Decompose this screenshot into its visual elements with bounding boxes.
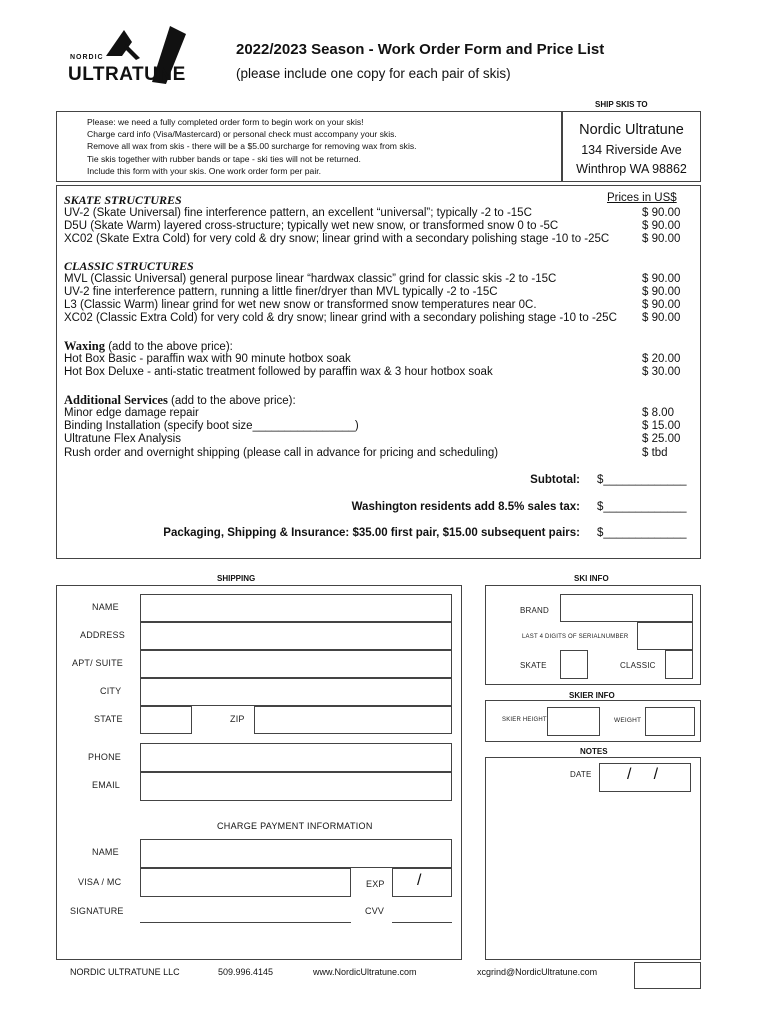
date-label: DATE (570, 770, 592, 779)
classic-item: UV-2 fine interference pattern, running a little finer/dryer than MVL typically -2 to -15C (64, 286, 498, 298)
ski-info-title: SKI INFO (574, 574, 609, 583)
page-title: 2022/2023 Season - Work Order Form and Price List (236, 41, 605, 58)
skate-checkbox[interactable] (560, 650, 588, 679)
logo-big-text: ULTRATUNE (68, 64, 186, 85)
skate-item: D5U (Skate Warm) layered cross-structure; typically wet new snow, or transformed snow 0 to -5C (64, 220, 559, 232)
classic-price: $ 90.00 (642, 286, 681, 298)
waxing-item: Hot Box Basic - paraffin wax with 90 minute hotbox soak (64, 353, 351, 365)
additional-item: Rush order and overnight shipping (please call in advance for pricing and scheduling) (64, 447, 499, 459)
charge-name-label: NAME (92, 847, 119, 857)
shipping-title: SHIPPING (217, 574, 256, 583)
apt-input[interactable] (140, 650, 452, 678)
exp-label: EXP (366, 879, 385, 889)
weight-input[interactable] (645, 707, 695, 736)
shipping-cost-label: Packaging, Shipping & Insurance: $35.00 first pair, $15.00 subsequent pairs: (163, 527, 580, 539)
classic-label: CLASSIC (620, 661, 656, 670)
height-input[interactable] (547, 707, 600, 736)
footer-company: NORDIC ULTRATUNE LLC (70, 967, 180, 977)
notes-title: NOTES (580, 747, 608, 756)
skate-item: XC02 (Skate Extra Cold) for very cold & dry snow; linear grind with a secondary polishing stage -10 to -25C (64, 233, 610, 245)
waxing-item: Hot Box Deluxe - anti-static treatment followed by paraffin wax & 3 hour hotbox soak (64, 366, 493, 378)
brand-input[interactable] (560, 594, 693, 622)
subtotal-label: Subtotal: (530, 474, 580, 486)
cvv-line[interactable] (392, 922, 452, 923)
additional-heading (64, 393, 296, 408)
waxing-price: $ 30.00 (642, 366, 681, 378)
tax-label: Washington residents add 8.5% sales tax: (351, 501, 580, 513)
signature-line[interactable] (140, 922, 351, 923)
logo (66, 24, 186, 90)
waxing-note: (add to the above price): (105, 341, 233, 353)
zip-input[interactable] (254, 706, 452, 734)
height-label: SKIER HEIGHT (502, 717, 547, 723)
footer-phone: 509.996.4145 (218, 967, 274, 977)
classic-price: $ 90.00 (642, 299, 681, 311)
card-label: VISA / MC (78, 877, 122, 887)
name-label: NAME (92, 602, 119, 612)
notice-line: Include this form with your skis. One work order form per pair. (87, 165, 322, 176)
additional-note: (add to the above price): (167, 395, 296, 407)
name-input[interactable] (140, 594, 452, 622)
serial-label: LAST 4 DIGITS OF SERIALNUMBER (522, 634, 629, 640)
serial-input[interactable] (637, 622, 693, 650)
subtotal-field[interactable]: $_____________ (597, 474, 687, 486)
charge-title: CHARGE PAYMENT INFORMATION (217, 821, 373, 831)
classic-item: XC02 (Classic Extra Cold) for very cold & dry snow; linear grind with a secondary polishing stage -10 to -25C (64, 312, 617, 324)
skate-price: $ 90.00 (642, 220, 681, 232)
brand-label: BRAND (520, 606, 550, 615)
ship-address-street: 134 Riverside Ave (581, 143, 682, 157)
charge-name-input[interactable] (140, 839, 452, 868)
ship-to-label: SHIP SKIS TO (595, 100, 648, 109)
address-label: ADDRESS (80, 630, 125, 640)
additional-item: Binding Installation (specify boot size________________) (64, 420, 359, 432)
city-label: CITY (100, 686, 122, 696)
additional-price: $ tbd (642, 447, 668, 459)
state-input[interactable] (140, 706, 192, 734)
skate-item: UV-2 (Skate Universal) fine interference pattern, an excellent “universal”; typically -2 to -15C (64, 207, 532, 219)
additional-title: Additional Services (64, 393, 168, 407)
notice-line: Remove all wax from skis - there will be a $5.00 surcharge for removing wax from skis. (87, 141, 417, 152)
classic-price: $ 90.00 (642, 312, 681, 324)
email-input[interactable] (140, 772, 452, 801)
exp-input[interactable] (392, 868, 452, 897)
weight-label: WEIGHT (614, 717, 642, 724)
tax-field[interactable]: $_____________ (597, 501, 687, 513)
date-slashes: / / (627, 766, 659, 783)
exp-slash: / (417, 872, 422, 889)
waxing-heading (64, 339, 233, 354)
additional-price: $ 25.00 (642, 433, 681, 445)
skate-label: SKATE (520, 661, 547, 670)
notice-line: Please: we need a fully completed order form to begin work on your skis! (87, 117, 364, 127)
page-subtitle: (please include one copy for each pair of skis) (236, 66, 511, 81)
notice-line: Charge card info (Visa/Mastercard) or personal check must accompany your skis. (87, 129, 397, 140)
footer-email[interactable]: xcgrind@NordicUltratune.com (477, 967, 598, 977)
address-input[interactable] (140, 622, 452, 650)
additional-item: Minor edge damage repair (64, 407, 199, 419)
notice-list (87, 116, 417, 177)
logo-small-text: NORDIC (70, 54, 104, 61)
cvv-label: CVV (365, 906, 385, 916)
skate-title: SKATE STRUCTURES (64, 193, 182, 207)
waxing-price: $ 20.00 (642, 353, 681, 365)
ship-address-name: Nordic Ultratune (579, 122, 684, 138)
classic-item: MVL (Classic Universal) general purpose linear “hardwax classic” grind for classic skis -2 to -15C (64, 273, 557, 285)
shipping-cost-field[interactable]: $_____________ (597, 527, 687, 539)
waxing-title: Waxing (64, 339, 105, 353)
skate-price: $ 90.00 (642, 207, 681, 219)
ship-address-city: Winthrop WA 98862 (576, 162, 687, 176)
email-label: EMAIL (92, 780, 121, 790)
state-label: STATE (94, 714, 123, 724)
phone-input[interactable] (140, 743, 452, 772)
additional-price: $ 15.00 (642, 420, 681, 432)
office-use-box (634, 962, 701, 989)
zip-label: ZIP (230, 714, 245, 724)
footer-web[interactable]: www.NordicUltratune.com (313, 967, 417, 977)
additional-item: Ultratune Flex Analysis (64, 433, 181, 445)
ship-address (562, 120, 701, 179)
city-input[interactable] (140, 678, 452, 706)
additional-price: $ 8.00 (642, 407, 674, 419)
signature-label: SIGNATURE (70, 906, 124, 916)
skier-info-title: SKIER INFO (569, 691, 615, 700)
classic-title: CLASSIC STRUCTURES (64, 259, 194, 273)
classic-price: $ 90.00 (642, 273, 681, 285)
notice-line: Tie skis together with rubber bands or tape - ski ties will not be returned. (87, 153, 361, 164)
phone-label: PHONE (88, 752, 122, 762)
skate-price: $ 90.00 (642, 233, 681, 245)
card-number-input[interactable] (140, 868, 351, 897)
classic-item: L3 (Classic Warm) linear grind for wet new snow or transformed snow temperatures near 0C. (64, 299, 537, 311)
classic-checkbox[interactable] (665, 650, 693, 679)
apt-label: APT/ SUITE (72, 658, 124, 668)
prices-header: Prices in US$ (607, 192, 677, 204)
